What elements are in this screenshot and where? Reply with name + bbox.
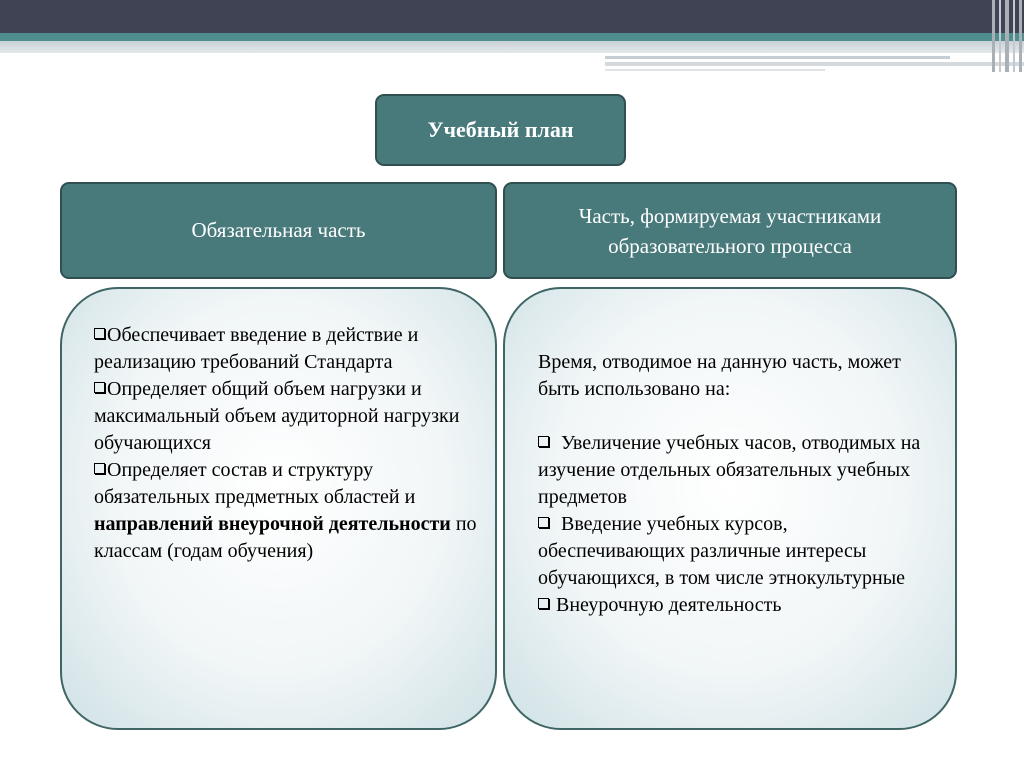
- square-bullet-icon: [538, 517, 549, 528]
- top-banner-dark: [0, 0, 1024, 33]
- mandatory-part-panel: [60, 287, 497, 730]
- square-bullet-icon: [94, 382, 105, 393]
- participants-part-header: [503, 182, 957, 279]
- decor-vertical-bar: [999, 0, 1001, 72]
- participants-part-label: Часть, формируемая участниками образовательного процесса: [578, 203, 882, 258]
- diagram-title-rest: план: [519, 117, 574, 142]
- panel-intro: Время, отводимое на данную часть, может быть использовано на:: [538, 351, 901, 400]
- top-banner-band: [0, 41, 1024, 53]
- top-banner-teal: [0, 33, 1024, 41]
- list-item-text: Определяет состав и структуру обязательных предметных областей и: [94, 459, 416, 508]
- list-item: [538, 430, 937, 511]
- decor-line: [605, 69, 825, 71]
- decor-vertical-bar: [1013, 0, 1015, 72]
- list-item: [538, 592, 937, 619]
- decor-vertical-bar: [992, 0, 995, 72]
- list-item-text-bold: направлений внеурочной деятельности: [94, 513, 451, 535]
- list-item-text: по классам (годам обучения): [94, 513, 477, 562]
- square-bullet-icon: [94, 463, 105, 474]
- list-item-text: Определяет общий объем нагрузки и максимальный объем аудиторной нагрузки обучающихся: [94, 378, 460, 454]
- diagram-title: [427, 117, 573, 143]
- participants-part-panel: [503, 287, 957, 730]
- list-item-text: Обеспечивает введение в действие и реализацию требований Стандарта: [94, 324, 419, 373]
- list-item-text: Увеличение учебных часов, отводимых на изучение отдельных обязательных учебных предметов: [538, 432, 921, 508]
- decor-line: [605, 62, 1024, 66]
- spacer: [538, 403, 937, 430]
- mandatory-part-header: [60, 182, 497, 279]
- list-item-text: Внеурочную деятельность: [556, 594, 782, 616]
- mandatory-part-label: Обязательная часть: [191, 218, 366, 242]
- list-item-text: Введение учебных курсов, обеспечивающих различные интересы обучающихся, в том числе этнокультурные: [538, 513, 906, 589]
- list-item: [538, 511, 937, 592]
- decor-line: [605, 56, 950, 59]
- decor-vertical-bar: [1005, 0, 1009, 72]
- diagram-title-box: [375, 94, 626, 166]
- square-bullet-icon: [94, 328, 105, 339]
- list-item: [94, 376, 477, 457]
- decor-vertical-bar: [1019, 0, 1022, 72]
- square-bullet-icon: [538, 436, 549, 447]
- square-bullet-icon: [538, 598, 549, 609]
- list-item: [94, 322, 477, 376]
- list-item: [94, 457, 477, 565]
- diagram-title-bold: Учебный: [427, 117, 520, 142]
